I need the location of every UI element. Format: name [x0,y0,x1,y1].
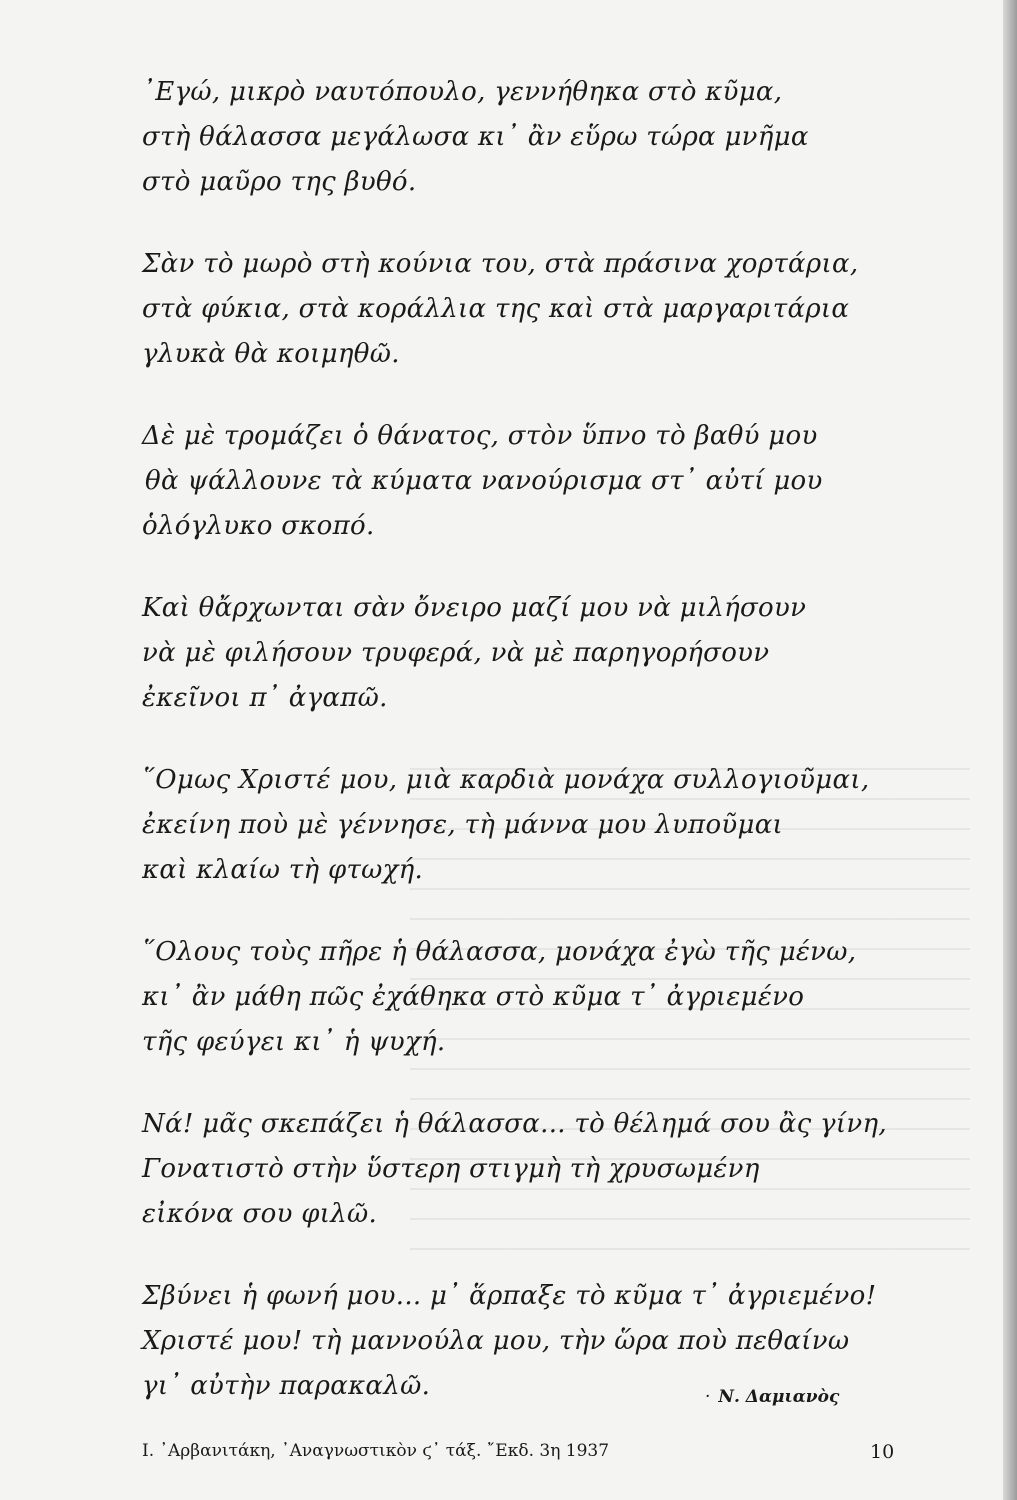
poem-line: στὸ μαῦρο της βυθό. [142,167,417,197]
poem-line: Δὲ μὲ τρομάζει ὁ θάνατος, στὸν ὕπνο τὸ βαθύ μου [142,421,818,451]
poem-line: Νά! μᾶς σκεπάζει ἡ θάλασσα... τὸ θέλημά σου ἂς γίνη, [142,1109,887,1139]
poem-line: καὶ κλαίω τὴ φτωχή. [142,855,424,885]
page-footer [142,1441,902,1471]
page-edge-shadow [1003,0,1017,1500]
poem-line: στὰ φύκια, στὰ κοράλλια της καὶ στὰ μαργαριτάρια [142,294,850,324]
stanza-1 [142,70,809,205]
stanza-4 [142,586,806,721]
author-mark: · [705,1387,711,1407]
stanza-7 [142,1102,887,1237]
stanza-5 [142,758,869,893]
poem-line: εἰκόνα σου φιλῶ. [142,1199,378,1229]
stanza-3 [142,414,823,549]
poem-line: Γονατιστὸ στὴν ὕστερη στιγμὴ τὴ χρυσωμένη [142,1154,760,1184]
stanza-6 [142,930,856,1065]
poem-author [705,1387,839,1407]
poem-line: ἐκείνη ποὺ μὲ γέννησε, τὴ μάννα μου λυποῦμαι [142,810,784,840]
poem-line: ῞Ολους τοὺς πῆρε ἡ θάλασσα, μονάχα ἐγὼ τῆς μένω, [142,937,857,967]
author-name: Ν. Δαμιανὸς [718,1387,840,1407]
poem-line: Σβύνει ἡ φωνή μου... μ᾿ ἅρπαξε τὸ κῦμα τ᾿ ἀγριεμένο! [142,1281,877,1311]
poem-line: νὰ μὲ φιλήσουν τρυφερά, νὰ μὲ παρηγορήσουν [142,638,770,668]
poem-line: ῞Ομως Χριστέ μου, μιὰ καρδιὰ μονάχα συλλογιοῦμαι, [142,765,870,795]
poem-line: γλυκὰ θὰ κοιμηθῶ. [142,339,400,369]
stanza-2 [142,242,858,377]
poem-line: ὁλόγλυκο σκοπό. [142,511,375,541]
poem-line: Καὶ θἄρχωνται σὰν ὄνειρο μαζί μου νὰ μιλήσουν [142,593,807,623]
poem-line: στὴ θάλασσα μεγάλωσα κι᾿ ἂν εὕρω τώρα μνῆμα [142,122,809,152]
source-citation: Ι. ᾿Αρβανιτάκη, ᾿Αναγνωστικὸν ϛ᾿ τάξ. ῎Εκδ. 3η 1937 [142,1441,610,1461]
poem-line: Χριστέ μου! τὴ μαννούλα μου, τὴν ὥρα ποὺ πεθαίνω [142,1326,850,1356]
poem-line: τῆς φεύγει κι᾿ ἡ ψυχή. [142,1027,446,1057]
page-number: 10 [870,1441,895,1463]
poem-line: ᾿Εγώ, μικρὸ ναυτόπουλο, γεννήθηκα στὸ κῦμα, [142,77,783,107]
poem-line: θὰ ψάλλουνε τὰ κύματα νανούρισμα στ᾿ αὐτί μου [145,466,823,496]
poem-line: Σὰν τὸ μωρὸ στὴ κούνια του, στὰ πράσινα χορτάρια, [142,249,859,279]
poem-line: κι᾿ ἂν μάθη πῶς ἐχάθηκα στὸ κῦμα τ᾿ ἀγριεμένο [142,982,805,1012]
poem-line: ἐκεῖνοι π᾿ ἀγαπῶ. [142,683,388,713]
poem-line: γι᾿ αὐτὴν παρακαλῶ. [142,1371,431,1401]
